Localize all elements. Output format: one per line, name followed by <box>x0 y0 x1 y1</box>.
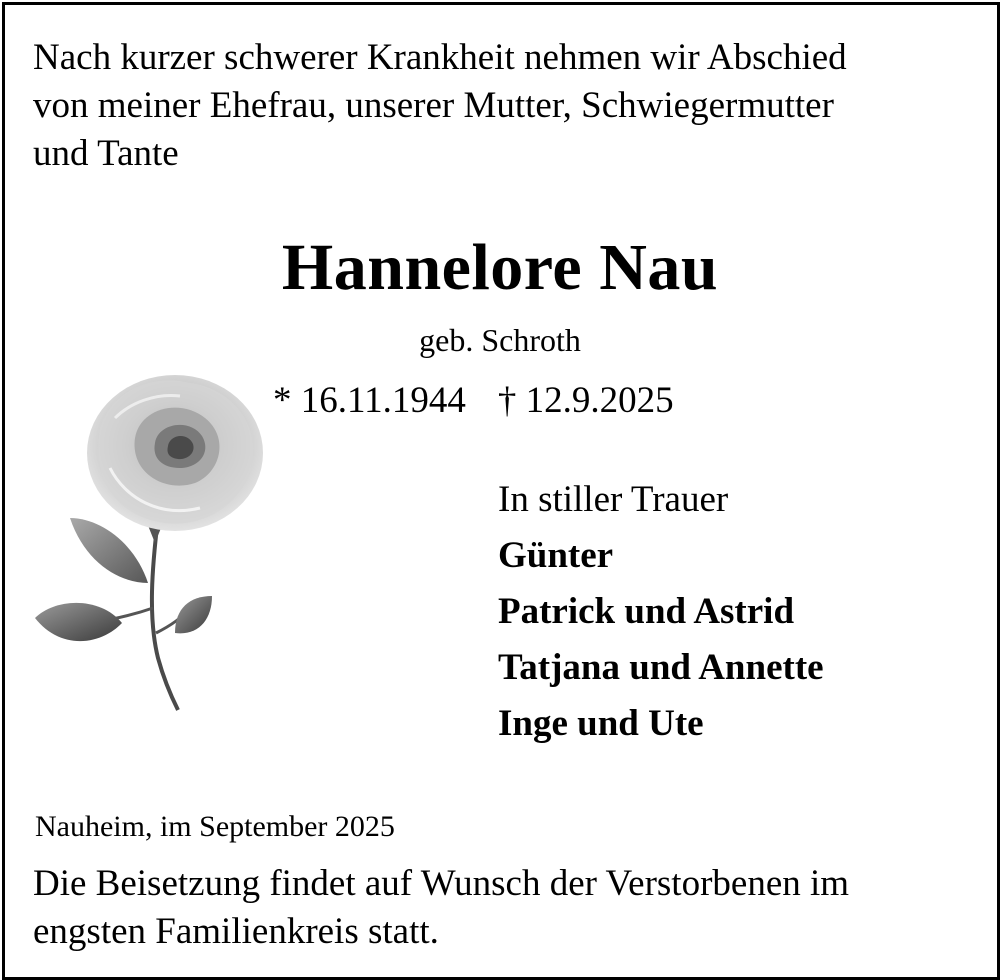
mourner-name: Patrick und Astrid <box>498 591 795 632</box>
rose-icon <box>30 368 265 713</box>
place-and-date: Nauheim, im September 2025 <box>35 810 395 843</box>
mourning-intro: In stiller Trauer <box>498 479 729 520</box>
mourner-name: Inge und Ute <box>498 703 704 744</box>
death-date: † 12.9.2025 <box>497 380 674 421</box>
mourners-block <box>498 472 978 752</box>
birth-date: * 16.11.1944 <box>273 380 466 421</box>
intro-text: Nach kurzer schwerer Krankheit nehmen wir Abschied von meiner Ehefrau, unserer Mutter, Schwiegermutter und Tante <box>33 37 847 174</box>
mourner-name: Tatjana und Annette <box>498 647 824 688</box>
life-dates <box>273 378 674 424</box>
maiden-name: geb. Schroth <box>419 322 581 358</box>
mourner-name: Günter <box>498 535 614 576</box>
deceased-name: Hannelore Nau <box>281 231 719 304</box>
funeral-notice: Die Beisetzung findet auf Wunsch der Verstorbenen im engsten Familienkreis statt. <box>33 863 850 952</box>
